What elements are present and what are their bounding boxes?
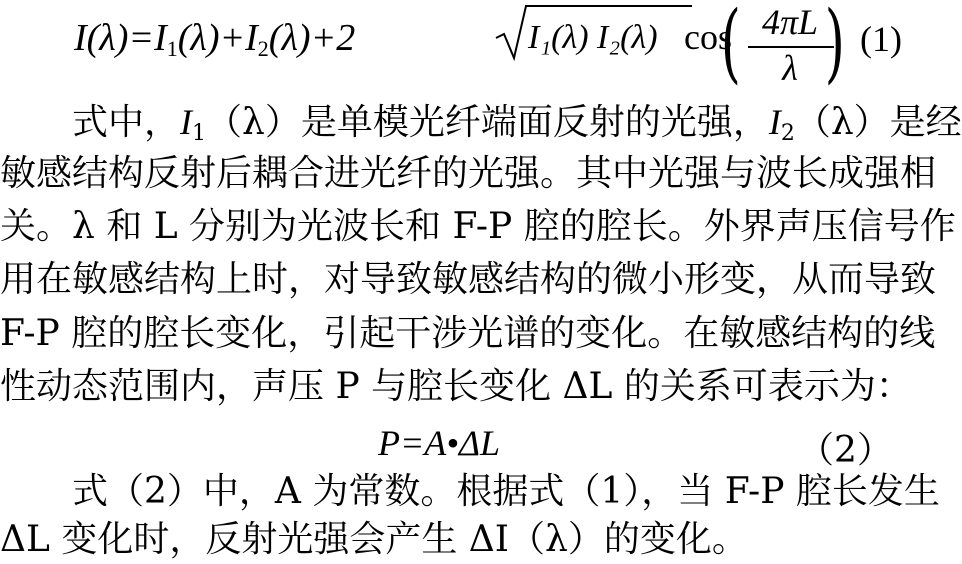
right-paren-large: ) — [824, 0, 845, 93]
equation-1-cos: cos — [684, 17, 732, 57]
paragraph-1-line-6: 性动态范围内，声压 P 与腔长变化 ΔL 的关系可表示为： — [0, 366, 912, 407]
left-paren-large: ( — [720, 0, 741, 93]
text-span: （λ）是单模光纤端面反射的光强， — [206, 102, 769, 143]
text-span: （λ）是经 — [794, 102, 962, 143]
paragraph-1-line-4: 用在敏感结构上时，对导致敏感结构的微小形变，从而导致 — [0, 259, 937, 300]
equation-1-radicand: I₁(λ) I₂(λ) — [528, 19, 658, 56]
paragraph-1-line-1 — [72, 98, 962, 158]
equation-2 — [0, 422, 916, 471]
paragraph-2-line-2: ΔL 变化时，反射光强会产生 ΔI（λ）的变化。 — [0, 519, 748, 560]
fraction-numerator: 4πL — [761, 2, 819, 42]
equation-1-term-a: I(λ)=I — [74, 17, 167, 59]
math-subscript: 1 — [192, 121, 207, 146]
equation-1-sub-2: 2 — [257, 36, 269, 61]
equation-1-term-c: (λ)+2 — [268, 17, 356, 59]
equation-2-number: （2） — [798, 430, 893, 471]
equation-1 — [74, 0, 916, 93]
equation-1-term-b: (λ)+I — [177, 17, 258, 59]
text-span: 式中， — [72, 102, 181, 143]
equation-1-number: (1) — [860, 19, 902, 59]
math-subscript: 2 — [780, 121, 795, 146]
paragraph-1-line-5: F-P 腔的腔长变化，引起干涉光谱的变化。在敏感结构的线 — [0, 313, 936, 354]
equation-2-expression: P=A•ΔL — [378, 423, 501, 463]
paragraph-1-line-3: 关。λ 和 L 分别为光波长和 F-P 腔的腔长。外界声压信号作 — [0, 206, 956, 247]
paragraph-1-line-2: 敏感结构反射后耦合进光纤的光强。其中光强与波长成强相 — [0, 153, 937, 194]
paragraph-2-line-1: 式（2）中，A 为常数。根据式（1），当 F-P 腔长发生 — [72, 471, 940, 512]
sqrt-symbol — [494, 0, 694, 60]
math-symbol: I — [768, 102, 781, 142]
equation-1-lhs — [74, 16, 355, 62]
fraction-denominator: λ — [782, 48, 798, 88]
equation-1-sub-1: 1 — [166, 36, 178, 61]
math-symbol: I — [180, 102, 193, 142]
